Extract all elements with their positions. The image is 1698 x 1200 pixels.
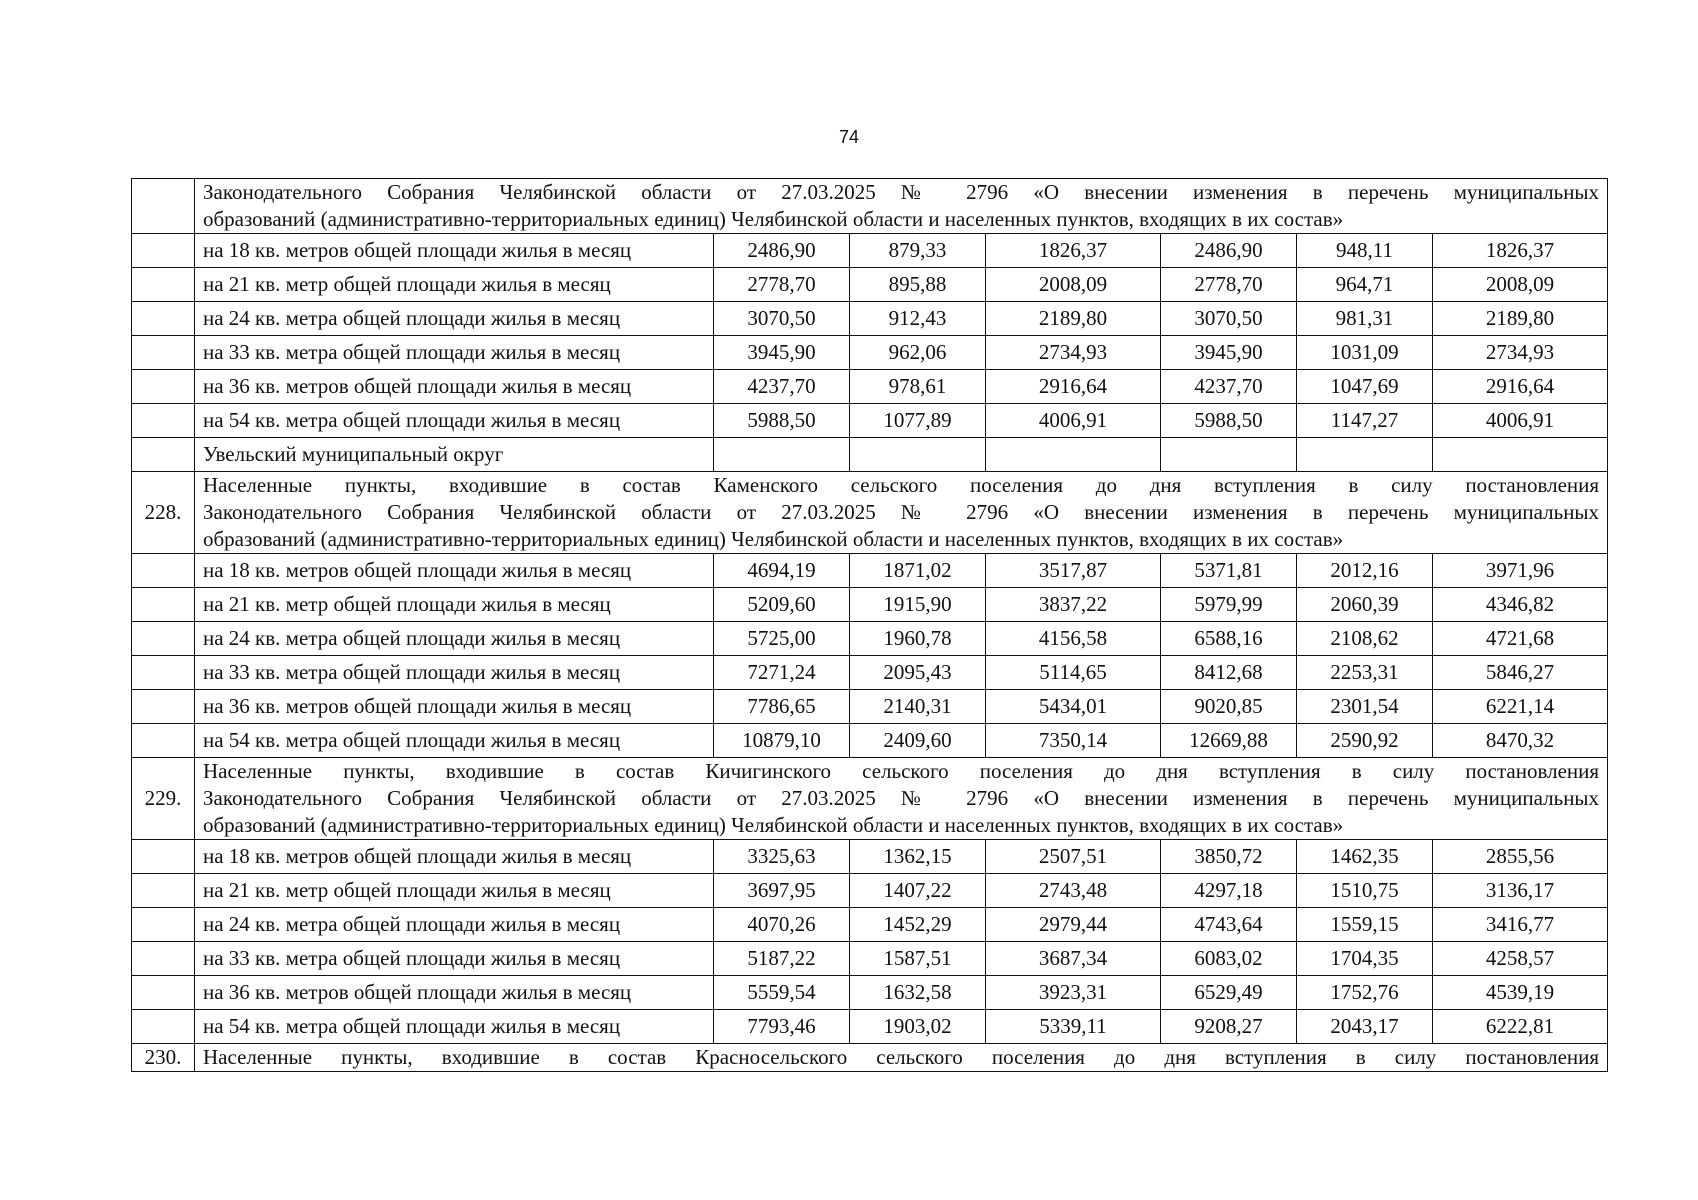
tariff-value: 2108,62 (1297, 622, 1433, 656)
tariff-value: 2778,70 (714, 268, 850, 302)
tariff-value: 879,33 (850, 234, 986, 268)
tariff-value: 1826,37 (986, 234, 1161, 268)
heading-line: Населенные пункты, входившие в состав Каменского сельского поселения до дня вступления в силу постановления (203, 473, 1600, 497)
tariff-value: 5434,01 (986, 690, 1161, 724)
tariff-value: 10879,10 (714, 724, 850, 758)
tariff-value: 5846,27 (1433, 656, 1608, 690)
table-row (132, 690, 1608, 724)
section-heading-row (132, 1044, 1608, 1072)
row-number-cell (132, 1010, 195, 1044)
tariff-value: 1871,02 (850, 554, 986, 588)
area-norm-label: на 24 кв. метра общей площади жилья в месяц (195, 908, 714, 942)
tariff-value: 4539,19 (1433, 976, 1608, 1010)
area-norm-label: на 54 кв. метра общей площади жилья в месяц (195, 404, 714, 438)
tariff-value: 895,88 (850, 268, 986, 302)
tariff-table (131, 178, 1608, 1072)
tariff-value: 981,31 (1297, 302, 1433, 336)
section-heading-row (132, 179, 1608, 234)
table-row (132, 588, 1608, 622)
tariff-value: 3325,63 (714, 840, 850, 874)
row-number-cell (132, 554, 195, 588)
tariff-value: 3945,90 (714, 336, 850, 370)
tariff-value: 3697,95 (714, 874, 850, 908)
table-row (132, 370, 1608, 404)
tariff-value: 1960,78 (850, 622, 986, 656)
tariff-value: 4721,68 (1433, 622, 1608, 656)
tariff-value: 4258,57 (1433, 942, 1608, 976)
tariff-value: 3687,34 (986, 942, 1161, 976)
tariff-value: 2778,70 (1161, 268, 1297, 302)
row-number-cell (132, 438, 195, 472)
tariff-value: 5209,60 (714, 588, 850, 622)
row-number-cell (132, 656, 195, 690)
tariff-value: 9208,27 (1161, 1010, 1297, 1044)
table-body (132, 179, 1608, 1072)
tariff-value: 5371,81 (1161, 554, 1297, 588)
tariff-value: 3070,50 (714, 302, 850, 336)
tariff-value: 3070,50 (1161, 302, 1297, 336)
tariff-value: 4743,64 (1161, 908, 1297, 942)
tariff-value: 1559,15 (1297, 908, 1433, 942)
row-number-cell (132, 588, 195, 622)
tariff-value: 2043,17 (1297, 1010, 1433, 1044)
tariff-value: 3923,31 (986, 976, 1161, 1010)
tariff-value: 2253,31 (1297, 656, 1433, 690)
tariff-value: 4297,18 (1161, 874, 1297, 908)
tariff-value: 2916,64 (986, 370, 1161, 404)
empty-cell (986, 438, 1161, 472)
section-heading (195, 179, 1608, 234)
tariff-value: 2140,31 (850, 690, 986, 724)
tariff-value: 4346,82 (1433, 588, 1608, 622)
table-row (132, 656, 1608, 690)
tariff-value: 3837,22 (986, 588, 1161, 622)
section-heading-row (132, 758, 1608, 840)
tariff-value: 2916,64 (1433, 370, 1608, 404)
tariff-value: 2979,44 (986, 908, 1161, 942)
tariff-value: 4237,70 (1161, 370, 1297, 404)
tariff-value: 2095,43 (850, 656, 986, 690)
area-norm-label: на 21 кв. метр общей площади жилья в месяц (195, 268, 714, 302)
empty-cell (714, 438, 850, 472)
heading-line: Законодательного Собрания Челябинской области от 27.03.2025 № 2796 «О внесении изменения в перечень муниципальных (203, 180, 1600, 204)
heading-line: Населенные пункты, входившие в состав Красносельского сельского поселения до дня вступления в силу постановления (203, 1045, 1600, 1069)
area-norm-label: на 36 кв. метров общей площади жилья в месяц (195, 370, 714, 404)
heading-line: Населенные пункты, входившие в состав Кичигинского сельского поселения до дня вступления в силу постановления (203, 759, 1600, 783)
tariff-value: 7350,14 (986, 724, 1161, 758)
tariff-value: 3136,17 (1433, 874, 1608, 908)
row-number-cell (132, 404, 195, 438)
tariff-value: 7786,65 (714, 690, 850, 724)
area-norm-label: на 36 кв. метров общей площади жилья в месяц (195, 690, 714, 724)
table-row (132, 622, 1608, 656)
tariff-value: 5988,50 (714, 404, 850, 438)
row-number-cell (132, 336, 195, 370)
area-norm-label: на 36 кв. метров общей площади жилья в месяц (195, 976, 714, 1010)
table-row (132, 724, 1608, 758)
tariff-value: 2008,09 (986, 268, 1161, 302)
section-heading (195, 472, 1608, 554)
tariff-value: 962,06 (850, 336, 986, 370)
table-row (132, 336, 1608, 370)
tariff-value: 12669,88 (1161, 724, 1297, 758)
table-row (132, 874, 1608, 908)
empty-cell (1297, 438, 1433, 472)
tariff-value: 1031,09 (1297, 336, 1433, 370)
tariff-value: 5114,65 (986, 656, 1161, 690)
heading-line: образований (административно-территориальных единиц) Челябинской области и населенных пунктов, входящих в их состав» (203, 813, 1344, 837)
tariff-value: 2301,54 (1297, 690, 1433, 724)
tariff-value: 2743,48 (986, 874, 1161, 908)
table-row (132, 942, 1608, 976)
row-number-cell (132, 622, 195, 656)
tariff-value: 2486,90 (714, 234, 850, 268)
table-row (132, 976, 1608, 1010)
district-name: Увельский муниципальный округ (195, 438, 714, 472)
tariff-value: 1752,76 (1297, 976, 1433, 1010)
tariff-value: 2008,09 (1433, 268, 1608, 302)
table-row (132, 840, 1608, 874)
tariff-value: 1452,29 (850, 908, 986, 942)
tariff-value: 5339,11 (986, 1010, 1161, 1044)
tariff-value: 2409,60 (850, 724, 986, 758)
row-number-cell (132, 874, 195, 908)
tariff-value: 2486,90 (1161, 234, 1297, 268)
tariff-value: 948,11 (1297, 234, 1433, 268)
section-heading-row (132, 472, 1608, 554)
tariff-value: 8470,32 (1433, 724, 1608, 758)
tariff-value: 2507,51 (986, 840, 1161, 874)
tariff-value: 1077,89 (850, 404, 986, 438)
section-number (132, 179, 195, 234)
tariff-value: 5988,50 (1161, 404, 1297, 438)
row-number-cell (132, 942, 195, 976)
area-norm-label: на 33 кв. метра общей площади жилья в месяц (195, 656, 714, 690)
tariff-value: 4237,70 (714, 370, 850, 404)
row-number-cell (132, 370, 195, 404)
tariff-value: 8412,68 (1161, 656, 1297, 690)
table-row (132, 1010, 1608, 1044)
tariff-value: 5187,22 (714, 942, 850, 976)
tariff-value: 4006,91 (986, 404, 1161, 438)
tariff-value: 1915,90 (850, 588, 986, 622)
district-row (132, 438, 1608, 472)
tariff-value: 2734,93 (986, 336, 1161, 370)
table-row (132, 234, 1608, 268)
area-norm-label: на 21 кв. метр общей площади жилья в месяц (195, 874, 714, 908)
empty-cell (1433, 438, 1608, 472)
heading-line: Законодательного Собрания Челябинской области от 27.03.2025 № 2796 «О внесении изменения в перечень муниципальных (203, 500, 1600, 524)
row-number-cell (132, 268, 195, 302)
area-norm-label: на 18 кв. метров общей площади жилья в месяц (195, 840, 714, 874)
tariff-value: 964,71 (1297, 268, 1433, 302)
section-number: 230. (132, 1044, 195, 1072)
row-number-cell (132, 302, 195, 336)
heading-line: образований (административно-территориальных единиц) Челябинской области и населенных пунктов, входящих в их состав» (203, 207, 1344, 231)
tariff-value: 1147,27 (1297, 404, 1433, 438)
tariff-value: 1826,37 (1433, 234, 1608, 268)
row-number-cell (132, 724, 195, 758)
tariff-value: 2060,39 (1297, 588, 1433, 622)
tariff-value: 4694,19 (714, 554, 850, 588)
tariff-value: 1510,75 (1297, 874, 1433, 908)
tariff-value: 2590,92 (1297, 724, 1433, 758)
tariff-value: 1047,69 (1297, 370, 1433, 404)
tariff-value: 5979,99 (1161, 588, 1297, 622)
empty-cell (850, 438, 986, 472)
tariff-value: 978,61 (850, 370, 986, 404)
area-norm-label: на 33 кв. метра общей площади жилья в месяц (195, 942, 714, 976)
tariff-value: 4006,91 (1433, 404, 1608, 438)
tariff-value: 7271,24 (714, 656, 850, 690)
table-row (132, 268, 1608, 302)
tariff-value: 6083,02 (1161, 942, 1297, 976)
area-norm-label: на 18 кв. метров общей площади жилья в месяц (195, 554, 714, 588)
heading-line: образований (административно-территориальных единиц) Челябинской области и населенных пунктов, входящих в их состав» (203, 527, 1344, 551)
area-norm-label: на 24 кв. метра общей площади жилья в месяц (195, 622, 714, 656)
row-number-cell (132, 690, 195, 724)
tariff-value: 4070,26 (714, 908, 850, 942)
tariff-value: 5725,00 (714, 622, 850, 656)
row-number-cell (132, 840, 195, 874)
row-number-cell (132, 908, 195, 942)
tariff-value: 1362,15 (850, 840, 986, 874)
tariff-value: 2012,16 (1297, 554, 1433, 588)
area-norm-label: на 54 кв. метра общей площади жилья в месяц (195, 1010, 714, 1044)
area-norm-label: на 33 кв. метра общей площади жилья в месяц (195, 336, 714, 370)
row-number-cell (132, 234, 195, 268)
tariff-value: 912,43 (850, 302, 986, 336)
tariff-value: 1407,22 (850, 874, 986, 908)
tariff-value: 2855,56 (1433, 840, 1608, 874)
tariff-value: 5559,54 (714, 976, 850, 1010)
tariff-value: 3416,77 (1433, 908, 1608, 942)
tariff-value: 6529,49 (1161, 976, 1297, 1010)
table-row (132, 908, 1608, 942)
tariff-value: 6221,14 (1433, 690, 1608, 724)
table-row (132, 302, 1608, 336)
tariff-value: 1632,58 (850, 976, 986, 1010)
section-heading (195, 758, 1608, 840)
empty-cell (1161, 438, 1297, 472)
area-norm-label: на 24 кв. метра общей площади жилья в месяц (195, 302, 714, 336)
tariff-value: 6222,81 (1433, 1010, 1608, 1044)
tariff-value: 2734,93 (1433, 336, 1608, 370)
tariff-value: 1587,51 (850, 942, 986, 976)
tariff-value: 6588,16 (1161, 622, 1297, 656)
area-norm-label: на 21 кв. метр общей площади жилья в месяц (195, 588, 714, 622)
section-number: 228. (132, 472, 195, 554)
row-number-cell (132, 976, 195, 1010)
table-row (132, 554, 1608, 588)
area-norm-label: на 54 кв. метра общей площади жилья в месяц (195, 724, 714, 758)
tariff-value: 3945,90 (1161, 336, 1297, 370)
tariff-value: 2189,80 (986, 302, 1161, 336)
tariff-value: 1462,35 (1297, 840, 1433, 874)
area-norm-label: на 18 кв. метров общей площади жилья в месяц (195, 234, 714, 268)
tariff-value: 1704,35 (1297, 942, 1433, 976)
tariff-value: 3971,96 (1433, 554, 1608, 588)
tariff-value: 2189,80 (1433, 302, 1608, 336)
tariff-value: 7793,46 (714, 1010, 850, 1044)
table-row (132, 404, 1608, 438)
tariff-value: 9020,85 (1161, 690, 1297, 724)
tariff-value: 3850,72 (1161, 840, 1297, 874)
tariff-value: 3517,87 (986, 554, 1161, 588)
heading-line: Законодательного Собрания Челябинской области от 27.03.2025 № 2796 «О внесении изменения в перечень муниципальных (203, 786, 1600, 810)
section-heading (195, 1044, 1608, 1072)
tariff-value: 4156,58 (986, 622, 1161, 656)
section-number: 229. (132, 758, 195, 840)
page-number: 74 (838, 127, 860, 147)
tariff-value: 1903,02 (850, 1010, 986, 1044)
